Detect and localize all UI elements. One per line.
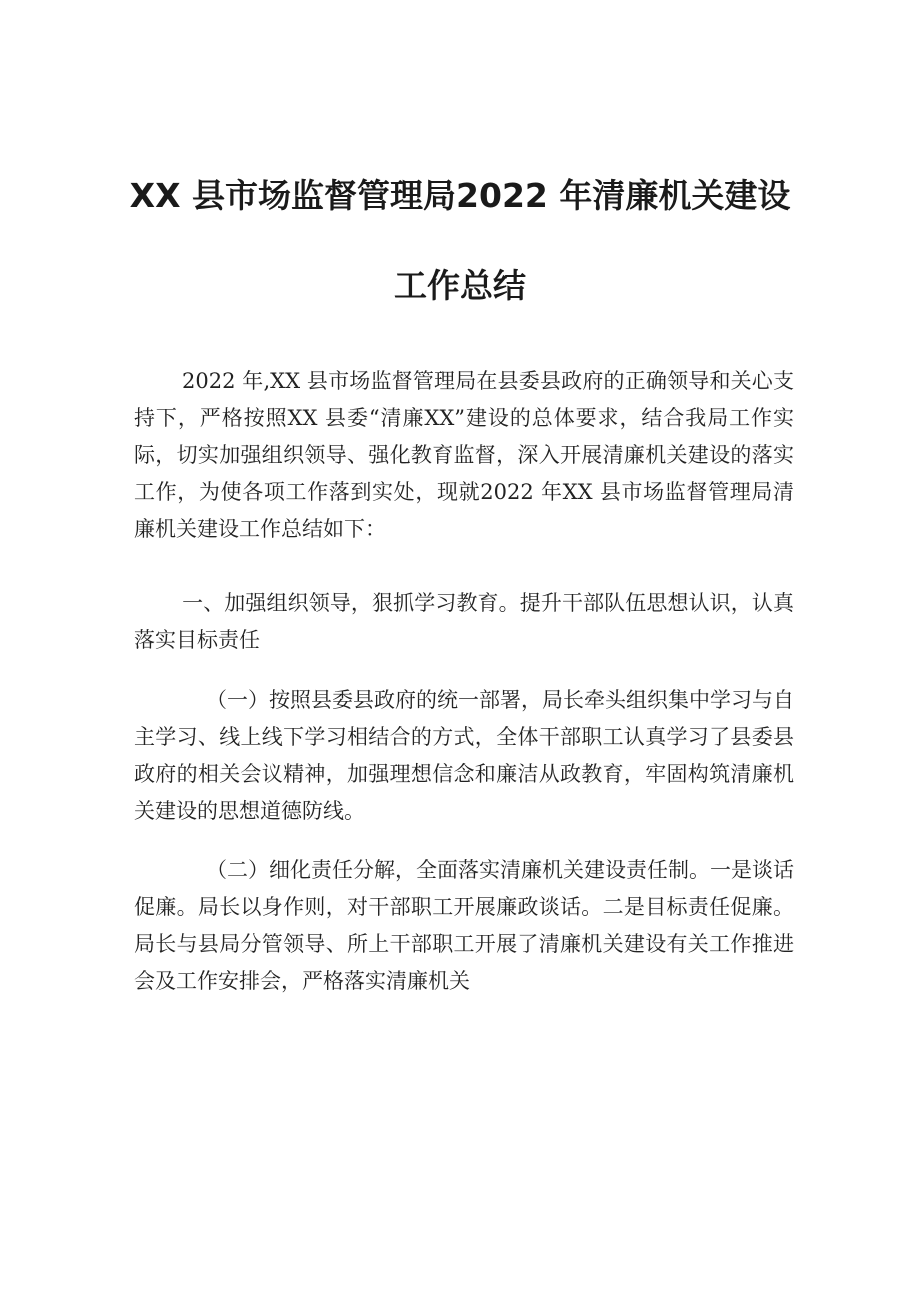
section-heading-1-text: 一、加强组织领导，狠抓学习教育。提升干部队伍思想认识，认真落实目标责任: [134, 591, 794, 652]
paragraph-sub-1-text: （一）按照县委县政府的统一部署，局长牵头组织集中学习与自主学习、线上线下学习相结合的方式，全体干部职工认真学习了县委县政府的相关会议精神，加强理想信念和廉洁从政教育，牢固构筑清廉机关建设的思想道德防线。: [134, 688, 794, 823]
section-heading-1: [134, 585, 794, 659]
document-title-line-1: XX 县市场监督管理局2022 年清廉机关建设: [129, 176, 791, 215]
paragraph-sub-2: [134, 852, 794, 1000]
document-title-line-2: 工作总结: [394, 266, 526, 305]
paragraph-sub-2-text: （二）细化责任分解，全面落实清廉机关建设责任制。一是谈话促廉。局长以身作则，对干部职工开展廉政谈话。二是目标责任促廉。局长与县局分管领导、所上干部职工开展了清廉机关建设有关工作推进会及工作安排会，严格落实清廉机关: [134, 858, 794, 993]
paragraph-intro-text: 2022 年,XX 县市场监督管理局在县委县政府的正确领导和关心支持下，严格按照XX 县委“清廉XX”建设的总体要求，结合我局工作实际，切实加强组织领导、强化教育监督，深入开展清廉机关建设的落实工作，为使各项工作落到实处，现就2022 年XX 县市场监督管理局清廉机关建设工作总结如下：: [134, 369, 794, 541]
paragraph-intro: [134, 363, 794, 548]
paragraph-sub-1: [134, 682, 794, 830]
